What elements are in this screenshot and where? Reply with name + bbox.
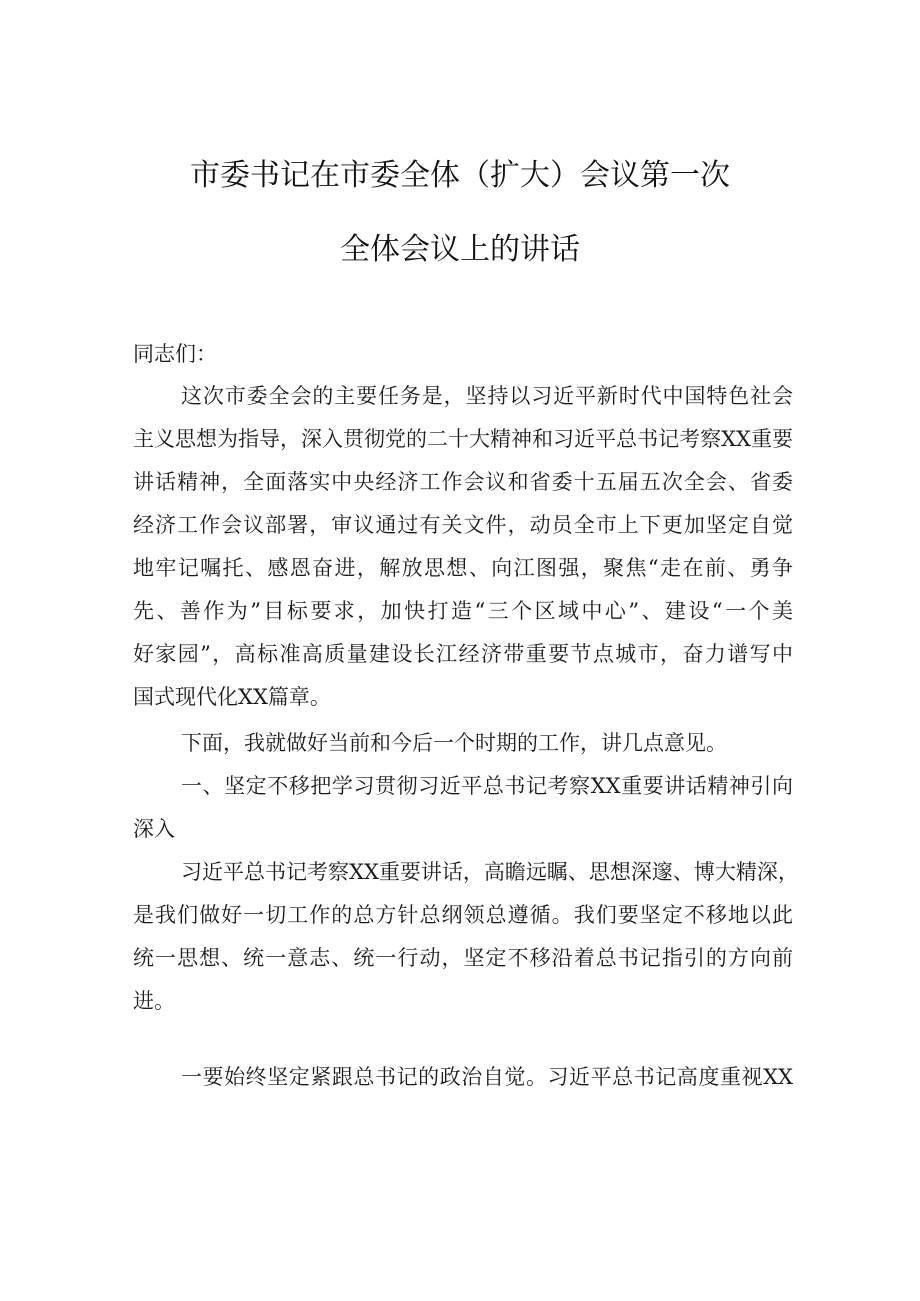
paragraph-2: 下面，我就做好当前和今后一个时期的工作，讲几点意见。 xyxy=(181,731,727,755)
document-title-line-2: 全体会议上的讲话 xyxy=(340,232,580,267)
salutation: 同志们： xyxy=(133,342,217,366)
paragraph-1-line: 地牢记嘱托、感恩奋进，解放思想、向江图强，聚焦“走在前、勇争 xyxy=(133,556,793,580)
paragraph-1-line: 经济工作会议部署，审议通过有关文件，动员全市上下更加坚定自觉 xyxy=(133,513,793,537)
paragraph-3-line: 习近平总书记考察XX重要讲话，高瞻远瞩、思想深邃、博大精深， xyxy=(181,860,799,884)
paragraph-1-line: 好家园”，高标准高质量建设长江经济带重要节点城市，奋力谱写中 xyxy=(133,642,793,666)
paragraph-1-line: 国式现代化XX篇章。 xyxy=(133,685,331,709)
paragraph-3-line: 统一思想、统一意志、统一行动，坚定不移沿着总书记指引的方向前 xyxy=(133,946,793,970)
paragraph-4-line: 一要始终坚定紧跟总书记的政治自觉。习近平总书记高度重视XX xyxy=(181,1065,793,1089)
paragraph-1-line: 主义思想为指导，深入贯彻党的二十大精神和习近平总书记考察XX重要 xyxy=(133,427,793,451)
section-heading-1-line: 一、坚定不移把学习贯彻习近平总书记考察XX重要讲话精神引向 xyxy=(181,774,793,798)
document-title-line-1: 市委书记在市委全体（扩大）会议第一次 xyxy=(190,158,730,193)
paragraph-3-line: 进。 xyxy=(133,989,175,1013)
section-heading-1-line: 深入 xyxy=(133,817,175,841)
paragraph-3-line: 是我们做好一切工作的总方针总纲领总遵循。我们要坚定不移地以此 xyxy=(133,903,793,927)
paragraph-1-line: 先、善作为”目标要求，加快打造“三个区域中心”、建设“一个美 xyxy=(133,599,793,623)
paragraph-1-line: 讲话精神，全面落实中央经济工作会议和省委十五届五次全会、省委 xyxy=(133,470,793,494)
paragraph-1-line: 这次市委全会的主要任务是，坚持以习近平新时代中国特色社会 xyxy=(181,384,793,408)
